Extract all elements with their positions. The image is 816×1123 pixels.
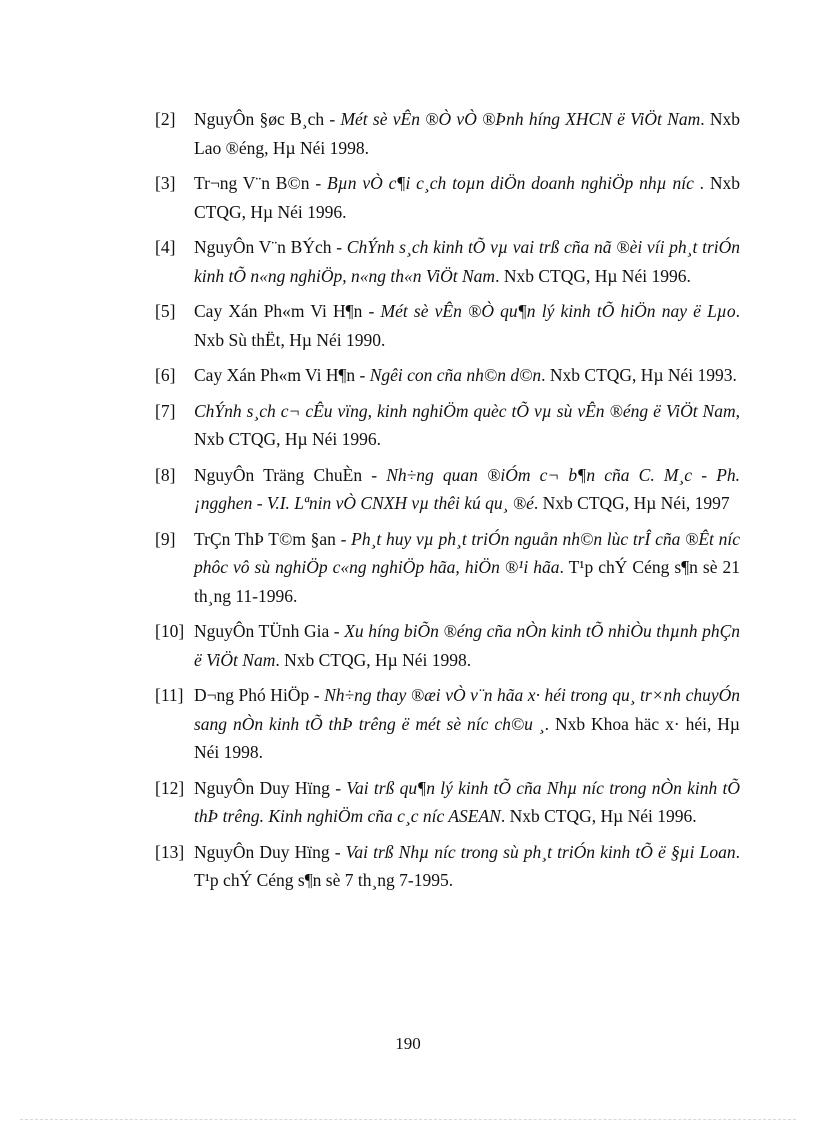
reference-publisher: . Nxb CTQG, Hµ Néi 1998. — [275, 649, 472, 670]
reference-number: [9] — [155, 528, 176, 549]
reference-publisher: . T¹p chÝ Céng s¶n sè 21 th¸ng 11-1996. — [194, 557, 740, 606]
reference-author: NguyÔn Duy Hïng — [194, 841, 330, 862]
reference-number: [8] — [155, 464, 176, 485]
page-number: 190 — [395, 1034, 421, 1053]
reference-number: [7] — [155, 400, 176, 421]
reference-item — [155, 681, 740, 767]
reference-separator: - — [329, 777, 347, 798]
reference-author: NguyÔn Träng ChuÈn — [194, 464, 363, 485]
reference-item — [155, 461, 740, 518]
reference-number: [12] — [155, 777, 185, 798]
reference-item — [155, 617, 740, 674]
reference-item — [155, 233, 740, 290]
reference-publisher: . Nxb Sù thËt, Hµ Néi 1990. — [194, 301, 741, 350]
reference-title: Ph¸t huy vµ ph¸t triÓn nguån nh©n lùc trÎ cña ®Êt níc phôc vô sù nghiÖp c«ng nghiÖp hãa, hiÖn ®¹i hãa — [194, 528, 741, 577]
reference-separator: - — [335, 528, 352, 549]
reference-separator: - — [329, 621, 345, 641]
reference-number: [3] — [155, 173, 176, 193]
reference-item — [155, 105, 740, 162]
reference-publisher: . Nxb Lao ®éng, Hµ Néi 1998. — [194, 109, 741, 158]
reference-title: ChÝnh s¸ch c¬ cÊu vïng, kinh nghiÖm quèc tÕ vµ sù vÊn ®éng ë ViÖt Nam — [194, 400, 736, 421]
reference-author: Tr¬ng V¨n B©n — [194, 173, 310, 193]
reference-title: Nh÷ng thay ®æi vÒ v¨n hãa x· héi trong qu¸ tr×nh chuyÓn sang nÒn kinh tÕ thÞ trêng ë mét sè níc ch©u ¸ — [194, 685, 741, 734]
reference-publisher: , Nxb CTQG, Hµ Néi 1996. — [194, 400, 740, 449]
reference-separator: - — [309, 685, 325, 705]
reference-item — [155, 838, 740, 895]
reference-author: NguyÔn §øc B¸ch — [194, 109, 325, 129]
reference-number: [13] — [155, 841, 185, 862]
reference-item — [155, 297, 740, 354]
reference-title: Xu híng biÕn ®éng cña nÒn kinh tÕ nhiÒu thµnh phÇn ë ViÖt Nam — [194, 621, 740, 670]
reference-title: Mét sè vÊn ®Ò qu¶n lý kinh tÕ hiÖn nay ë Lµo — [380, 301, 736, 321]
page-bottom-divider — [20, 1119, 796, 1120]
reference-number: [10] — [155, 621, 185, 641]
reference-number: [11] — [155, 685, 184, 705]
reference-title: Ngêi con cña nh©n d©n — [369, 365, 542, 385]
reference-number: [5] — [155, 301, 176, 321]
reference-item — [155, 774, 740, 831]
reference-number: [6] — [155, 365, 176, 385]
reference-separator: - — [324, 109, 341, 129]
reference-title: Vai trß qu¶n lý kinh tÕ cña Nhµ níc trong nÒn kinh tÕ thÞ trêng. Kinh nghiÖm cña c¸c níc ASEAN — [194, 777, 741, 826]
reference-list — [155, 105, 740, 902]
reference-author: NguyÔn V¨n BÝch — [194, 237, 332, 257]
reference-title: Bµn vÒ c¶i c¸ch toµn diÖn doanh nghiÖp nhµ níc — [327, 173, 700, 193]
reference-separator: - — [309, 173, 327, 193]
reference-publisher: . Nxb CTQG, Hµ Néi 1996. — [500, 806, 697, 826]
reference-author: NguyÔn TÜnh Gia — [194, 621, 330, 641]
reference-separator: - — [362, 464, 387, 485]
reference-title: Vai trß Nhµ níc trong sù ph¸t triÓn kinh tÕ ë §µi Loan — [345, 841, 736, 862]
reference-title: Mét sè vÊn ®Ò vÒ ®Þnh híng XHCN ë ViÖt Nam — [340, 109, 701, 129]
reference-author: Cay Xán Ph«m Vi H¶n — [194, 301, 363, 321]
reference-item — [155, 169, 740, 226]
reference-author: D¬ng Phó HiÖp — [194, 685, 310, 705]
reference-publisher: . Nxb Khoa häc x· héi, Hµ Néi 1998. — [194, 713, 740, 762]
reference-number: [4] — [155, 237, 176, 257]
reference-publisher: . Nxb CTQG, Hµ Néi 1993. — [541, 365, 737, 385]
reference-item — [155, 397, 740, 454]
reference-title: ChÝnh s¸ch kinh tÕ vµ vai trß cña nã ®èi víi ph¸t triÓn kinh tÕ n«ng nghiÖp, n«ng th«n ViÖt Nam — [194, 237, 741, 286]
reference-item — [155, 525, 740, 611]
reference-title: Nh÷ng quan ®iÓm c¬ b¶n cña C. M¸c - Ph. ¡ngghen - V.I. Lªnin vÒ CNXH vµ thêi kú qu¸ ®é — [194, 464, 741, 513]
reference-author: Cay Xán Ph«m Vi H¶n — [194, 365, 356, 385]
reference-publisher: . Nxb CTQG, Hµ Néi 1996. — [495, 265, 691, 286]
reference-number: [2] — [155, 109, 176, 129]
reference-author: TrÇn ThÞ T©m §an — [194, 528, 336, 549]
reference-separator: - — [331, 237, 347, 257]
reference-separator: - — [355, 365, 370, 385]
reference-publisher: . Nxb CTQG, Hµ Néi 1996. — [194, 173, 741, 222]
reference-item — [155, 361, 740, 390]
reference-author: NguyÔn Duy Hïng — [194, 777, 330, 798]
reference-publisher: . T¹p chÝ Céng s¶n sè 7 th¸ng 7-1995. — [194, 841, 740, 890]
reference-separator: - — [329, 841, 346, 862]
reference-publisher: . Nxb CTQG, Hµ Néi, 1997 — [533, 493, 730, 513]
reference-separator: - — [362, 301, 381, 321]
